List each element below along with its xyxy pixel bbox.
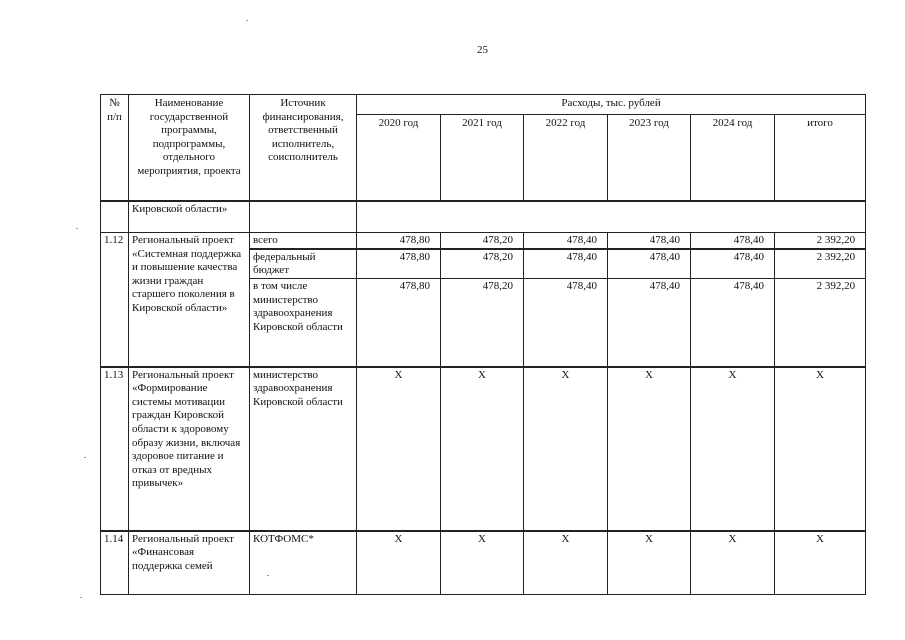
header-year-2024: 2024 год: [691, 115, 775, 201]
cell-value: X: [775, 531, 866, 595]
header-total: итого: [775, 115, 866, 201]
cell-name: Кировской области»: [129, 201, 250, 233]
budget-table: [100, 94, 866, 595]
cell-value: 478,20: [441, 233, 524, 249]
cell-value: 478,80: [357, 279, 441, 367]
cell-value: 478,20: [441, 249, 524, 279]
cell-name-1-14: Региональный проект «Финансовая поддержка семей: [129, 531, 250, 595]
cell-value: 478,40: [524, 279, 608, 367]
cell-value: X: [441, 367, 524, 531]
cell-source: в том числе министерство здравоохранения Кировской области: [250, 279, 357, 367]
cell-source: КОТФОМС*: [250, 531, 357, 595]
scan-speck: [246, 20, 248, 21]
scan-speck: [267, 575, 269, 576]
header-year-2022: 2022 год: [524, 115, 608, 201]
table-row-1-13: [101, 367, 866, 531]
cell-value: X: [691, 367, 775, 531]
cell-value: 478,80: [357, 249, 441, 279]
cell-num: [101, 201, 129, 233]
cell-value: X: [441, 531, 524, 595]
cell-value: 478,80: [357, 233, 441, 249]
cell-source: министерство здравоохранения Кировской области: [250, 367, 357, 531]
cell-value: 478,40: [691, 249, 775, 279]
cell-num-1-12: 1.12: [101, 233, 129, 367]
scan-speck: [84, 457, 86, 458]
scan-speck: [80, 597, 82, 598]
cell-num-1-14: 1.14: [101, 531, 129, 595]
header-year-2023: 2023 год: [608, 115, 691, 201]
table-row-continuation: [101, 201, 866, 233]
table-row-1-12-total: [101, 233, 866, 249]
cell-value: 2 392,20: [775, 249, 866, 279]
cell-value: X: [524, 531, 608, 595]
cell-value: X: [357, 367, 441, 531]
cell-value: X: [775, 367, 866, 531]
cell-value: X: [357, 531, 441, 595]
cell-value: X: [608, 367, 691, 531]
cell-value: 478,40: [608, 233, 691, 249]
cell-value: X: [524, 367, 608, 531]
header-num: № п/п: [101, 95, 129, 201]
cell-value: 478,40: [608, 249, 691, 279]
cell-value: 478,40: [524, 249, 608, 279]
cell-value: 2 392,20: [775, 233, 866, 249]
cell-value: 2 392,20: [775, 279, 866, 367]
cell-value: 478,40: [608, 279, 691, 367]
cell-value: 478,40: [691, 279, 775, 367]
cell-name-1-12: Региональный проект «Системная поддержка и повышение качества жизни граждан старшего поколения в Кировской области»: [129, 233, 250, 367]
header-year-2021: 2021 год: [441, 115, 524, 201]
cell-value: X: [691, 531, 775, 595]
cell-name-1-13: Региональный проект «Формирование системы мотивации граждан Кировской области к здоровому образу жизни, включая здоровое питание и отказ от вредных привычек»: [129, 367, 250, 531]
header-row: [101, 95, 866, 115]
cell-source: всего: [250, 233, 357, 249]
cell-num-1-13: 1.13: [101, 367, 129, 531]
header-name: Наименование государственной программы, подпрограммы, отдельного мероприятия, проекта: [129, 95, 250, 201]
cell-value: 478,40: [691, 233, 775, 249]
cell-source: [250, 201, 357, 233]
header-year-2020: 2020 год: [357, 115, 441, 201]
table-row-1-14: [101, 531, 866, 595]
cell-values: [357, 201, 866, 233]
header-expenses: Расходы, тыс. рублей: [357, 95, 866, 115]
cell-value: X: [608, 531, 691, 595]
cell-value: 478,40: [524, 233, 608, 249]
scan-speck: [76, 228, 78, 229]
cell-source: федеральный бюджет: [250, 249, 357, 279]
header-source: Источник финансирования, ответственный исполнитель, соисполнитель: [250, 95, 357, 201]
page-number: 25: [477, 44, 488, 56]
cell-value: 478,20: [441, 279, 524, 367]
